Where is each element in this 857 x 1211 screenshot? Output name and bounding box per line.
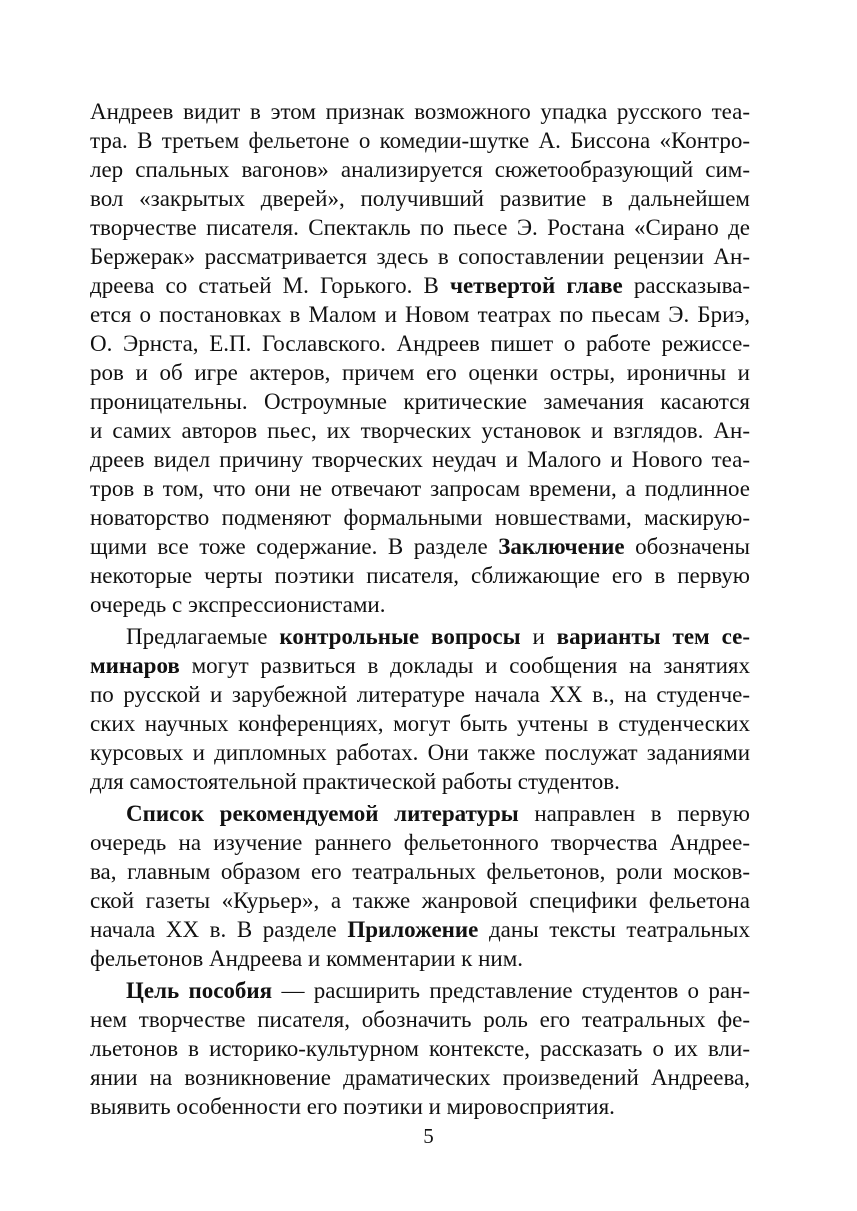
text-run: вол «закрытых дверей», получивший развитие в дальнейшем [90, 186, 750, 211]
text-line [90, 1092, 750, 1121]
text-line [90, 126, 750, 155]
text-line [90, 680, 750, 709]
paragraph [90, 799, 750, 973]
text-run: янии на возникновение драматических произведений Андреева, [90, 1065, 750, 1090]
text-run: тров в том, что они не отвечают запросам времени, а подлинное [90, 476, 750, 501]
text-line [90, 915, 750, 944]
text-run: щими все тоже содержание. В разделе [90, 534, 499, 559]
text-line [90, 213, 750, 242]
text-line [90, 767, 750, 796]
text-line [90, 857, 750, 886]
text-run: начала XX в. В разделе [90, 917, 348, 942]
bold-term: Заключение [498, 534, 625, 559]
text-run: некоторые черты поэтики писателя, сближающие его в первую [90, 563, 750, 588]
text-run: очередь с экспрессионистами. [90, 592, 386, 617]
text-run: льетонов в историко-культурном контексте, рассказать о их вли- [90, 1036, 750, 1061]
text-run: Андреев видит в этом признак возможного упадка русского теа- [90, 99, 750, 124]
text-run: направлен в первую [518, 801, 750, 826]
text-line [90, 184, 750, 213]
text-line [90, 709, 750, 738]
text-run: ров и об игре актеров, причем его оценки остры, ироничны и [90, 360, 750, 385]
bold-term: Цель пособия [126, 978, 273, 1003]
page-number: 5 [423, 1124, 434, 1148]
text-run: творчестве писателя. Спектакль по пьесе Э. Ростана «Сирано де [90, 215, 750, 240]
text-line [90, 976, 750, 1005]
text-line [90, 886, 750, 915]
text-line [90, 1063, 750, 1092]
text-run: ской газеты «Курьер», а также жанровой специфики фельетона [90, 888, 750, 913]
text-run: Бержерак» рассматривается здесь в сопоставлении рецензии Ан- [90, 244, 750, 269]
text-line [90, 387, 750, 416]
text-line [90, 1005, 750, 1034]
paragraph [90, 97, 750, 619]
text-line [90, 503, 750, 532]
paragraph [90, 622, 750, 796]
text-line [90, 828, 750, 857]
text-line [90, 358, 750, 387]
text-run: ется о постановках в Малом и Новом театрах по пьесам Э. Бриэ, [90, 302, 750, 327]
text-run: лер спальных вагонов» анализируется сюжетообразующий сим- [90, 157, 750, 182]
text-run: тра. В третьем фельетоне о комедии-шутке А. Биссона «Контро- [90, 128, 750, 153]
text-run: даны тексты театральных [478, 917, 751, 942]
bold-term: Приложение [347, 917, 479, 942]
text-line [90, 944, 750, 973]
text-run: и самих авторов пьес, их творческих установок и взглядов. Ан- [90, 418, 750, 443]
bold-term: Список рекомендуемой литературы [126, 801, 519, 826]
bold-term: варианты тем се- [556, 624, 750, 649]
text-run: — расширить представление студентов о ран- [272, 978, 751, 1003]
text-line [90, 271, 750, 300]
text-line [90, 1034, 750, 1063]
bold-term: контрольные вопросы [279, 624, 521, 649]
text-run: могут развиться в доклады и сообщения на занятиях [179, 653, 750, 678]
text-line [90, 445, 750, 474]
text-run: рассказыва- [622, 273, 750, 298]
text-run: и [520, 624, 557, 649]
bold-term: минаров [90, 653, 180, 678]
text-line [90, 300, 750, 329]
bold-term: четвертой главе [449, 273, 623, 298]
text-line [90, 651, 750, 680]
text-run: дреев видел причину творческих неудач и Малого и Нового теа- [90, 447, 750, 472]
text-line [90, 329, 750, 358]
text-run: дреева со статьей М. Горького. В [90, 273, 450, 298]
text-run: фельетонов Андреева и комментарии к ним. [90, 946, 524, 971]
text-run: обозначены [624, 534, 750, 559]
text-line [90, 622, 750, 651]
text-line [90, 97, 750, 126]
text-line [90, 416, 750, 445]
text-run: курсовых и дипломных работах. Они также послужат заданиями [90, 740, 750, 765]
text-run: выявить особенности его поэтики и мировосприятия. [90, 1094, 615, 1119]
text-line [90, 738, 750, 767]
text-run: проницательны. Остроумные критические замечания касаются [90, 389, 750, 414]
text-line [90, 561, 750, 590]
text-run: очередь на изучение раннего фельетонного творчества Андрее- [90, 830, 750, 855]
text-run: новаторство подменяют формальными новшествами, маскирую- [90, 505, 750, 530]
text-run: по русской и зарубежной литературе начала XX в., на студенче- [90, 682, 750, 707]
text-line [90, 242, 750, 271]
text-line [90, 799, 750, 828]
text-run: ва, главным образом его театральных фельетонов, роли москов- [90, 859, 750, 884]
text-run: ских научных конференциях, могут быть учтены в студенческих [90, 711, 750, 736]
body-text [90, 97, 750, 1121]
text-run: Предлагаемые [126, 624, 280, 649]
text-line [90, 155, 750, 184]
text-run: для самостоятельной практической работы студентов. [90, 769, 620, 794]
text-line [90, 532, 750, 561]
text-run: О. Эрнста, Е.П. Гославского. Андреев пишет о работе режиссе- [90, 331, 750, 356]
paragraph [90, 976, 750, 1121]
text-run: нем творчестве писателя, обозначить роль его театральных фе- [90, 1007, 750, 1032]
text-line [90, 590, 750, 619]
text-line [90, 474, 750, 503]
